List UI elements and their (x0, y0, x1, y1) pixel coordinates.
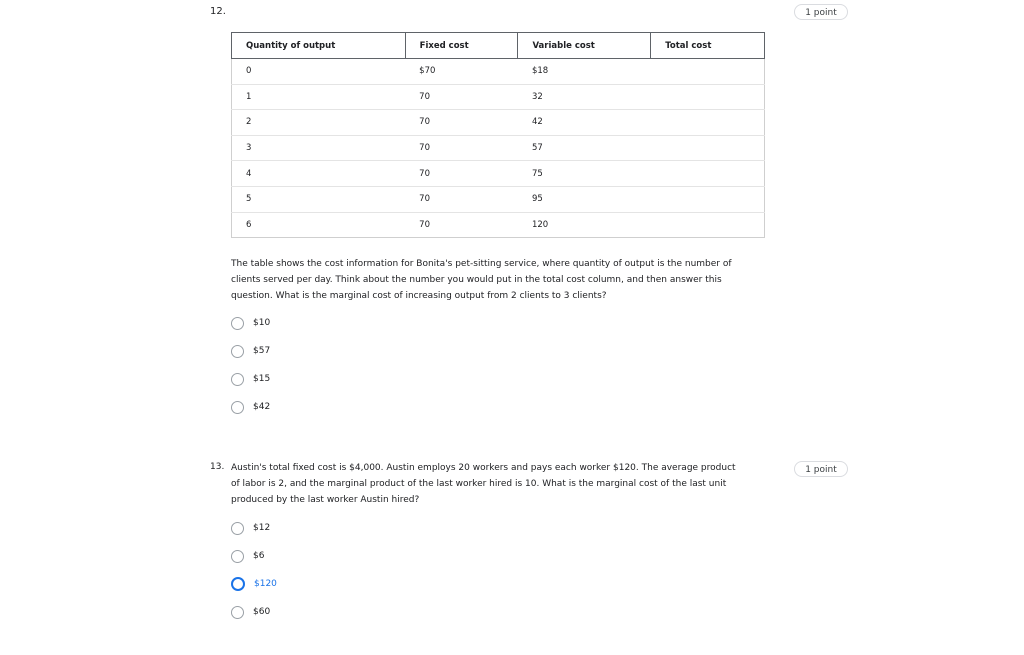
q12-option-15[interactable] (231, 370, 270, 388)
option-label: $57 (253, 346, 271, 356)
fixed-cost-cell: 70 (405, 161, 518, 187)
fixed-cost-cell: 70 (419, 219, 430, 230)
q13-option-12[interactable] (231, 519, 270, 537)
fixed-cost-cell: 70 (405, 110, 518, 136)
table-row (232, 84, 765, 110)
radio-button[interactable] (231, 317, 244, 330)
question-13-number: 13. (210, 462, 225, 472)
total-cost-cell (651, 212, 765, 238)
option-label: $6 (253, 551, 265, 561)
total-cost-cell (651, 84, 765, 110)
header-total-cost: Total cost (651, 33, 765, 59)
q13-option-60[interactable] (231, 603, 270, 621)
prompt-line: The table shows the cost information for Bonita's pet-sitting service, where quantity of output is the number of (231, 259, 732, 269)
header-quantity: Quantity of output (232, 33, 406, 59)
question-12-number: 12. (210, 6, 226, 17)
radio-button[interactable] (231, 373, 244, 386)
variable-cost-cell: 42 (518, 110, 651, 136)
option-label: $15 (253, 374, 271, 384)
option-label: $60 (253, 607, 271, 617)
radio-button[interactable] (231, 345, 244, 358)
table-row (232, 135, 765, 161)
q12-option-42[interactable] (231, 398, 270, 416)
quantity-cell: 2 (232, 110, 406, 136)
variable-cost-cell: 95 (518, 186, 651, 212)
option-label: $12 (253, 523, 271, 533)
q13-option-6[interactable] (231, 547, 264, 565)
variable-cost-cell: 32 (518, 84, 651, 110)
quantity-cell: 4 (232, 161, 406, 187)
total-cost-cell (651, 186, 765, 212)
fixed-cost-cell: 70 (405, 186, 518, 212)
quantity-cell: 3 (232, 135, 406, 161)
radio-button[interactable] (231, 401, 244, 414)
q12-option-10[interactable] (231, 314, 270, 332)
quantity-cell: 1 (232, 84, 406, 110)
variable-cost-cell: 75 (518, 161, 651, 187)
fixed-cost-cell: $70 (405, 59, 518, 85)
radio-button[interactable] (231, 522, 244, 535)
total-cost-cell (651, 161, 765, 187)
variable-cost-cell: $18 (518, 59, 651, 85)
prompt-line: produced by the last worker Austin hired? (231, 495, 420, 505)
table-row (232, 161, 765, 187)
total-cost-cell (651, 59, 765, 85)
fixed-cost-cell: 70 (405, 84, 518, 110)
variable-cost-cell: 57 (518, 135, 651, 161)
quantity-cell: 5 (232, 186, 406, 212)
question-12-points-badge: 1 point (794, 4, 848, 20)
cost-table (231, 32, 765, 238)
prompt-line: of labor is 2, and the marginal product of the last worker hired is 10. What is the marginal cost of the last unit (231, 479, 727, 489)
radio-button-selected[interactable] (231, 577, 245, 591)
question-13-prompt (231, 460, 736, 508)
radio-button[interactable] (231, 550, 244, 563)
option-label: $10 (253, 318, 271, 328)
quantity-cell: 6 (246, 219, 252, 230)
option-label: $120 (254, 579, 277, 589)
prompt-line: Austin's total fixed cost is $4,000. Austin employs 20 workers and pays each worker $120. The average product (231, 463, 736, 473)
prompt-line: question. What is the marginal cost of increasing output from 2 clients to 3 clients? (231, 291, 607, 301)
table-row (232, 186, 765, 212)
question-13-points-badge: 1 point (794, 461, 848, 477)
q12-option-57[interactable] (231, 342, 270, 360)
cost-table-header-row (232, 33, 765, 59)
option-label: $42 (253, 402, 271, 412)
table-row (232, 110, 765, 136)
question-12-prompt (231, 256, 732, 304)
radio-button[interactable] (231, 606, 244, 619)
total-cost-cell (651, 135, 765, 161)
q13-option-120[interactable] (231, 575, 277, 593)
total-cost-cell (651, 110, 765, 136)
header-fixed-cost: Fixed cost (405, 33, 518, 59)
table-row (232, 59, 765, 85)
header-variable-cost: Variable cost (518, 33, 651, 59)
prompt-line: clients served per day. Think about the number you would put in the total cost column, and then answer this (231, 275, 722, 285)
fixed-cost-cell: 70 (405, 135, 518, 161)
table-row (232, 212, 765, 238)
quantity-cell: 0 (232, 59, 406, 85)
variable-cost-cell: 120 (531, 219, 549, 230)
